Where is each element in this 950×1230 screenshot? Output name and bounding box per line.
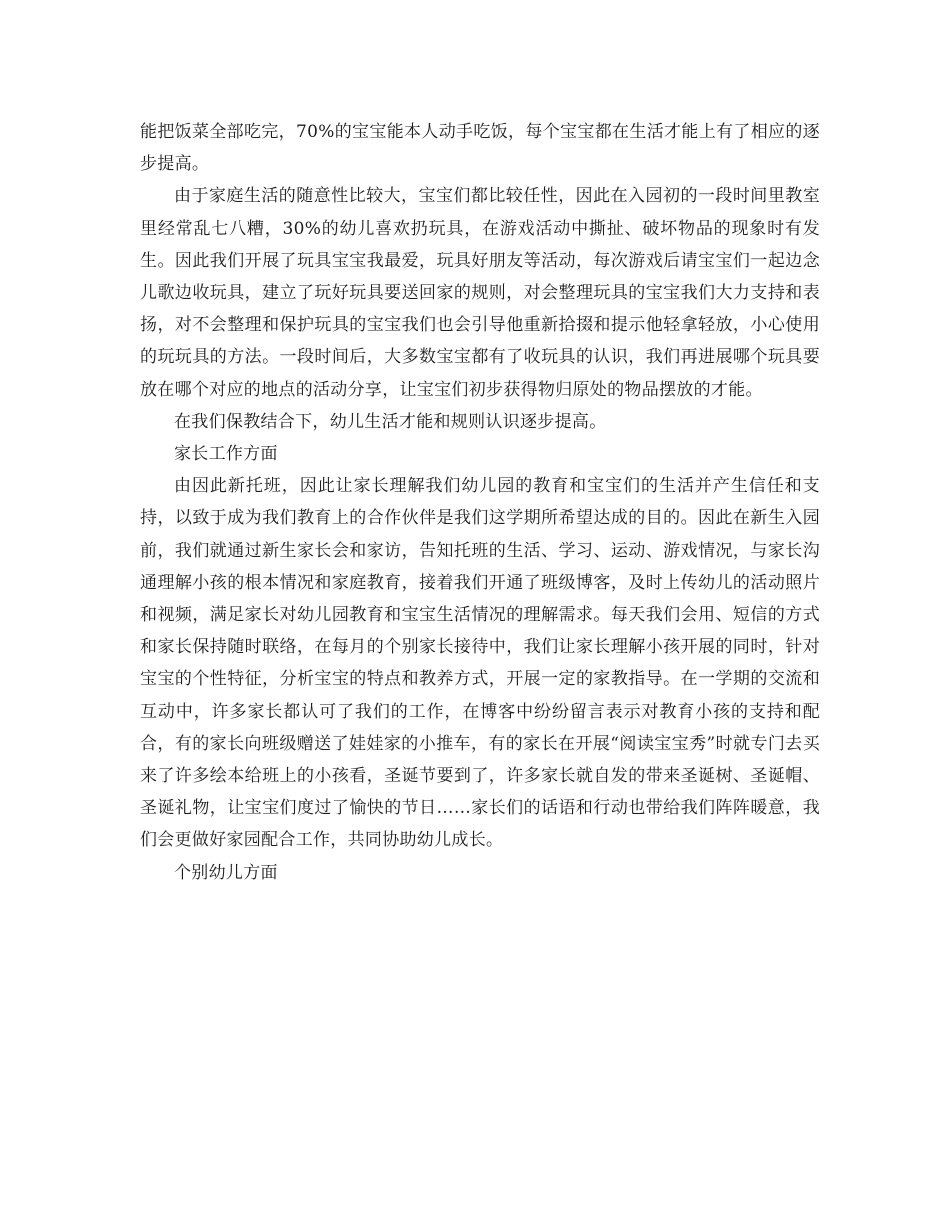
paragraph-summary: 在我们保教结合下，幼儿生活才能和规则认识逐步提高。 (174, 411, 607, 432)
section-heading-parent-work: 家长工作方面 (174, 444, 278, 465)
paragraph-parent-work: 由因此新托班，因此让家长理解我们幼儿园的教育和宝宝们的生活并产生信任和支持，以致于成为我们教育上的合作伙伴是我们这学期所希望达成的目的。因此在新生入园前，我们就通过新生家长会和家访，告知托班的生活、学习、运动、游戏情况，与家长沟通理解小孩的根本情况和家庭教育，接着我们开通了班级博客，及时上传幼儿的活动照片和视频，满足家长对幼儿园教育和宝宝生活情况的理解需求。每天我们会用、短信的方式和家长保持随时联络，在每月的个别家长接待中，我们让家长理解小孩开展的同时，针对宝宝的个性特征，分析宝宝的特点和教养方式，开展一定的家教指导。在一学期的交流和互动中，许多家长都认可了我们的工作，在博客中纷纷留言表示对教育小孩的支持和配合，有的家长向班级赠送了娃娃家的小推车，有的家长在开展“阅读宝宝秀”时就专门去买来了许多绘本给班上的小孩看，圣诞节要到了，许多家长就自发的带来圣诞树、圣诞帽、圣诞礼物，让宝宝们度过了愉快的节日……家长们的话语和行动也带给我们阵阵暖意，我们会更做好家园配合工作，共同协助幼儿成长。 (140, 476, 820, 851)
paragraph-continuation: 能把饭菜全部吃完，70%的宝宝能本人动手吃饭，每个宝宝都在生活才能上有了相应的逐步提高。 (140, 122, 820, 175)
document-page (140, 116, 820, 889)
paragraph-toy-habits: 由于家庭生活的随意性比较大，宝宝们都比较任性，因此在入园初的一段时间里教室里经常乱七八糟，30%的幼儿喜欢扔玩具，在游戏活动中撕扯、破坏物品的现象时有发生。因此我们开展了玩具宝宝我最爱，玩具好朋友等活动，每次游戏后请宝宝们一起边念儿歌边收玩具，建立了玩好玩具要送回家的规则，对会整理玩具的宝宝我们大力支持和表扬，对不会整理和保护玩具的宝宝我们也会引导他重新拾掇和提示他轻拿轻放，小心使用的玩玩具的方法。一段时间后，大多数宝宝都有了收玩具的认识，我们再进展哪个玩具要放在哪个对应的地点的活动分享，让宝宝们初步获得物归原处的物品摆放的才能。 (140, 186, 820, 400)
section-heading-individual-children: 个别幼儿方面 (174, 862, 278, 883)
